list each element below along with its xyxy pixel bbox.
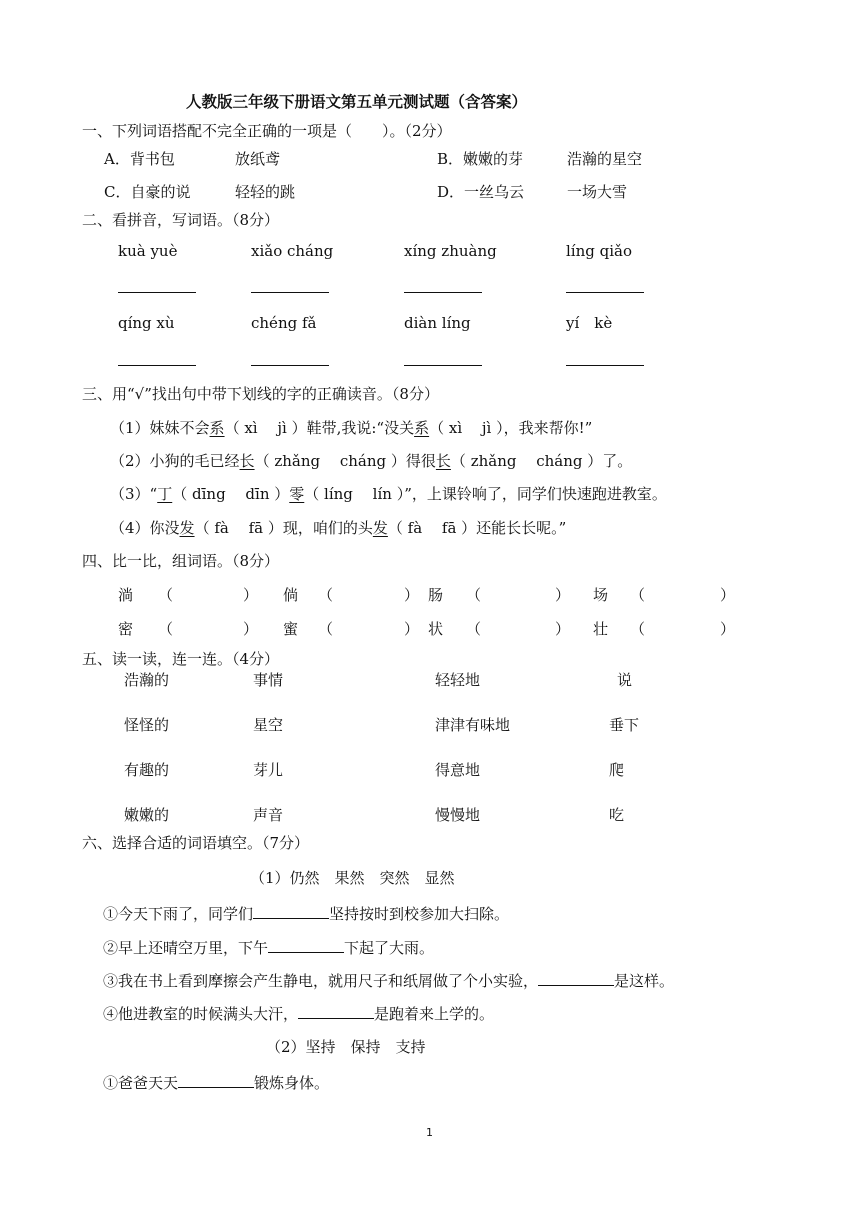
- q4-char: 壮: [593, 620, 609, 638]
- text: ④他进教室的时候满头大汗，: [103, 1005, 299, 1023]
- underlined-char: 发: [372, 519, 388, 537]
- paren-close: ）: [555, 620, 571, 638]
- q4-char: 淌: [118, 586, 134, 604]
- answer-line[interactable]: [251, 292, 329, 293]
- q1-heading: 一、下列词语搭配不完全正确的一项是（ ）。（2分）: [82, 122, 452, 140]
- q5-item[interactable]: 声音: [253, 806, 284, 824]
- text: （1）妹妹不会: [110, 419, 210, 437]
- paren-open: （: [158, 620, 174, 638]
- answer-line[interactable]: [404, 292, 482, 293]
- q3-sentence-3: [110, 484, 667, 504]
- text: 下起了大雨。: [344, 939, 435, 957]
- q1-option-a: A．背书包: [104, 150, 175, 168]
- text: （ xì jì ），我来帮你!”: [429, 419, 593, 437]
- q4-char: 场: [593, 586, 609, 604]
- paren-open: （: [158, 586, 174, 604]
- q5-item[interactable]: 爬: [609, 761, 625, 779]
- q6-sentence-5: [103, 1071, 329, 1093]
- paren-open: （: [318, 586, 334, 604]
- text: ①今天下雨了，同学们: [103, 905, 254, 923]
- underlined-char: 发: [179, 519, 195, 537]
- text: （3）“: [110, 485, 158, 503]
- q1-option-b-word2: 浩瀚的星空: [567, 150, 643, 168]
- q1-option-d-word2: 一场大雪: [567, 183, 628, 201]
- q5-item[interactable]: 吃: [609, 806, 625, 824]
- paren-close: ）: [720, 620, 736, 638]
- text: （ fà fā ）还能长长呢。”: [387, 519, 567, 537]
- q4-char: 倘: [283, 586, 299, 604]
- paren-open: （: [466, 620, 482, 638]
- q4-heading: 四、比一比，组词语。（8分）: [82, 552, 280, 570]
- text: （ fà fā ）现，咱们的头: [194, 519, 373, 537]
- underlined-char: 系: [414, 419, 430, 437]
- pinyin-item: diàn líng: [404, 314, 471, 332]
- fill-blank[interactable]: [253, 902, 329, 919]
- q3-sentence-1: [110, 418, 592, 438]
- paren-close: ）: [243, 586, 259, 604]
- text: （ líng lín ）”，上课铃响了，同学们快速跑进教室。: [304, 485, 667, 503]
- q1-option-c: C．自豪的说: [104, 183, 191, 201]
- pinyin-item: xiǎo cháng: [251, 242, 334, 260]
- fill-blank[interactable]: [178, 1071, 254, 1088]
- pinyin-item: yí kè: [566, 314, 613, 332]
- q5-item[interactable]: 得意地: [435, 761, 481, 779]
- paren-open: （: [318, 620, 334, 638]
- q6-word-group-1: （1）仍然 果然 突然 显然: [250, 869, 455, 887]
- paren-close: ）: [404, 620, 420, 638]
- text: ①爸爸天天: [103, 1074, 179, 1092]
- q5-item[interactable]: 津津有味地: [435, 716, 511, 734]
- fill-blank[interactable]: [268, 936, 344, 953]
- text: 是这样。: [614, 972, 675, 990]
- q5-item[interactable]: 事情: [253, 671, 284, 689]
- q3-sentence-2: [110, 451, 632, 471]
- page-title: 人教版三年级下册语文第五单元测试题（含答案）: [186, 92, 528, 111]
- text: 坚持按时到校参加大扫除。: [329, 905, 510, 923]
- q5-item[interactable]: 嫩嫩的: [124, 806, 170, 824]
- q2-heading: 二、看拼音，写词语。（8分）: [82, 211, 280, 229]
- paren-close: ）: [555, 586, 571, 604]
- q6-sentence-3: [103, 969, 674, 991]
- paren-close: ）: [404, 586, 420, 604]
- q5-heading: 五、读一读，连一连。（4分）: [82, 650, 280, 668]
- q5-item[interactable]: 垂下: [609, 716, 640, 734]
- q3-sentence-4: [110, 518, 566, 538]
- q4-char: 状: [428, 620, 444, 638]
- text: 锻炼身体。: [254, 1074, 330, 1092]
- text: （ zhǎng cháng ）了。: [450, 452, 633, 470]
- page-number: 1: [426, 1126, 433, 1139]
- paren-open: （: [466, 586, 482, 604]
- paren-close: ）: [720, 586, 736, 604]
- q1-option-b: B．嫩嫩的芽: [437, 150, 524, 168]
- q4-char: 蜜: [283, 620, 299, 638]
- q3-heading: 三、用“√”找出句中带下划线的字的正确读音。（8分）: [82, 385, 439, 403]
- answer-line[interactable]: [118, 365, 196, 366]
- paren-close: ）: [243, 620, 259, 638]
- q5-item[interactable]: 浩瀚的: [124, 671, 170, 689]
- q1-option-c-word2: 轻轻的跳: [235, 183, 296, 201]
- pinyin-item: qíng xù: [118, 314, 175, 332]
- pinyin-item: kuà yuè: [118, 242, 178, 260]
- pinyin-item: líng qiǎo: [566, 242, 632, 260]
- text: （ dīng dīn ）: [172, 485, 290, 503]
- answer-line[interactable]: [118, 292, 196, 293]
- q4-char: 密: [118, 620, 134, 638]
- q5-item[interactable]: 说: [617, 671, 633, 689]
- text: 是跑着来上学的。: [374, 1005, 495, 1023]
- q6-sentence-4: [103, 1002, 494, 1024]
- paren-open: （: [630, 586, 646, 604]
- q6-word-group-2: （2）坚持 保持 支持: [266, 1038, 426, 1056]
- underlined-char: 长: [435, 452, 451, 470]
- answer-line[interactable]: [404, 365, 482, 366]
- answer-line[interactable]: [566, 365, 644, 366]
- underlined-char: 系: [209, 419, 225, 437]
- underlined-char: 长: [239, 452, 255, 470]
- q4-char: 肠: [428, 586, 444, 604]
- fill-blank[interactable]: [298, 1002, 374, 1019]
- answer-line[interactable]: [251, 365, 329, 366]
- text: ②早上还晴空万里，下午: [103, 939, 269, 957]
- text: （2）小狗的毛已经: [110, 452, 240, 470]
- q5-item[interactable]: 慢慢地: [435, 806, 481, 824]
- q5-item[interactable]: 芽儿: [253, 761, 284, 779]
- q6-heading: 六、选择合适的词语填空。（7分）: [82, 834, 310, 852]
- text: （ xì jì ）鞋带,我说:“没关: [224, 419, 415, 437]
- paren-open: （: [630, 620, 646, 638]
- underlined-char: 零: [289, 485, 305, 503]
- underlined-char: 丁: [157, 485, 173, 503]
- q1-option-d: D．一丝乌云: [437, 183, 525, 201]
- q1-option-a-word2: 放纸鸢: [235, 150, 281, 168]
- q6-sentence-2: [103, 936, 434, 958]
- text: ③我在书上看到摩擦会产生静电，就用尺子和纸屑做了个小实验，: [103, 972, 539, 990]
- q5-item[interactable]: 怪怪的: [124, 716, 170, 734]
- pinyin-item: xíng zhuàng: [404, 242, 497, 260]
- q5-item[interactable]: 星空: [253, 716, 284, 734]
- pinyin-item: chéng fǎ: [251, 314, 317, 332]
- text: （ zhǎng cháng ）得很: [254, 452, 436, 470]
- text: （4）你没: [110, 519, 180, 537]
- fill-blank[interactable]: [538, 969, 614, 986]
- q5-item[interactable]: 有趣的: [124, 761, 170, 779]
- answer-line[interactable]: [566, 292, 644, 293]
- q6-sentence-1: [103, 902, 509, 924]
- q5-item[interactable]: 轻轻地: [435, 671, 481, 689]
